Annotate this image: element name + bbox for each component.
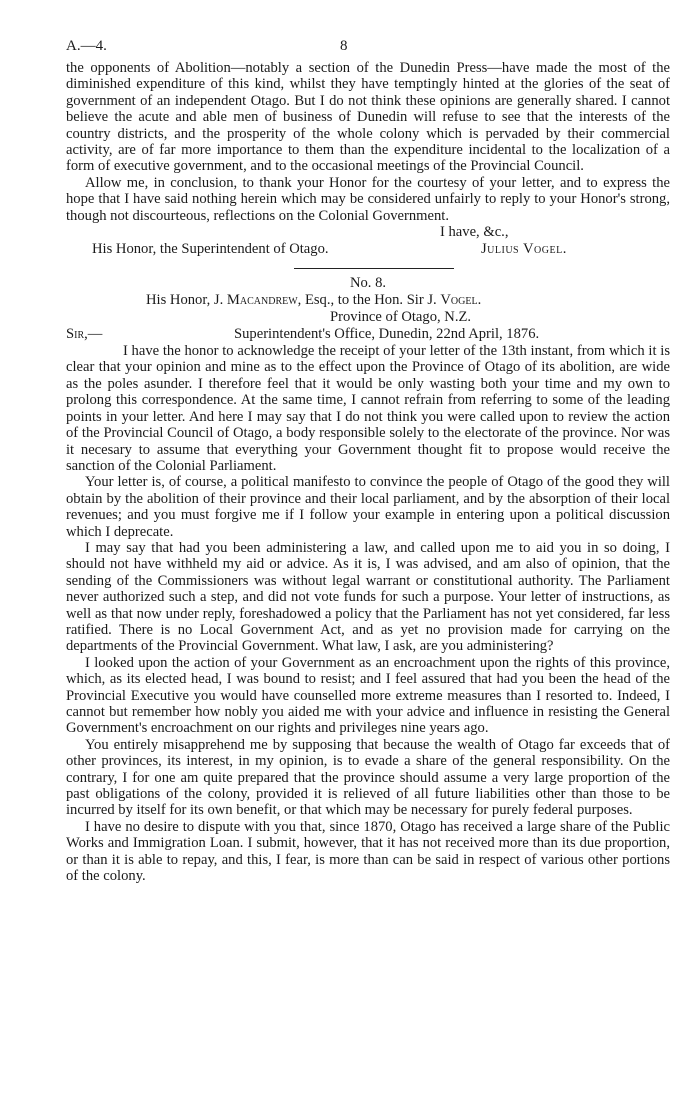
letter2-paragraph: I looked upon the action of your Government as an encroachment upon the rights of this province, which, as its elected head, I was bound to resist; and I feel assured that had you been the head of the Provincial Executive you would have counselled more extreme measures than I resorted to. Indeed, I cannot but remember how nobly you aided me with your advice and influence in resisting the General Government's encroachment on our rights and privileges nine years ago. [66, 654, 670, 737]
document-code: A.—4. [66, 38, 107, 54]
letter1-paragraph: the opponents of Abolition—notably a section of the Dunedin Press—have made the most of the diminished expenditure of this kind, whilst they have temptingly hinted at the glories of the seat of government of an independent Otago. But I do not think these opinions are generally shared. I cannot believe the acute and able men of business of Dunedin will refuse to see that the interests of the country districts, and the prosperity of the whole colony which is pervaded by their commercial activity, are of far more importance to them than the expenditure incidental to the localization of a form of executive government, and to the occasional meetings of the Provincial Council. [66, 60, 670, 175]
letter1-paragraph: Allow me, in conclusion, to thank your Honor for the courtesy of your letter, and to express the hope that I have said nothing herein which may be considered unfairly to reply to your Honor's strong, though not discourteous, reflections on the Colonial Government. [66, 174, 670, 224]
signature: Julius Vogel. [481, 241, 567, 258]
salutation: Sir,— [66, 326, 103, 343]
letter2-paragraph: I have the honor to acknowledge the receipt of your letter of the 13th instant, from which it is clear that your opinion and mine as to the effect upon the Province of Otago of its abolition, are wide as the poles asunder. I therefore feel that it would be only wasting both your time and my own to prolong this correspondence. At the same time, I cannot refrain from referring to some of the leading points in your letter. And here I may say that I do not think you were called upon to review the action of the Provincial Council of Otago, a body responsible solely to the electorate of the province. Nor was it necesary to assume that everything your Government thought fit to propose would receive the sanction of the Colonial Parliament. [66, 343, 670, 474]
closing-phrase: I have, &c., [440, 224, 509, 241]
letter2-paragraph: Your letter is, of course, a political manifesto to convince the people of Otago of the good they will obtain by the abolition of their province and their local parliament, and by the absorption of their local revenues; and you must forgive me if I follow your example in entering upon a political discussion which I deprecate. [66, 474, 670, 540]
heading-prefix: His Honor, J. [146, 292, 227, 309]
letter1-closing [66, 224, 670, 258]
page-number: 8 [340, 38, 348, 54]
section-divider [294, 268, 454, 269]
province-line: Province of Otago, N.Z. [330, 309, 472, 326]
letter-number: No. 8. [349, 275, 387, 292]
heading-suffix: . [477, 292, 482, 309]
salutation-row [66, 326, 670, 343]
heading-name-vogel: Vogel [440, 292, 478, 309]
addressee: His Honor, the Superintendent of Otago. [92, 241, 329, 258]
office-date-line: Superintendent's Office, Dunedin, 22nd April, 1876. [234, 326, 540, 343]
document-page [66, 38, 670, 884]
letter2-paragraph: I may say that had you been administering a law, and called upon me to aid you in so doing, I should not have withheld my aid or advice. As it is, I was advised, and am also of opinion, that the sending of the Commissioners was without legal warrant or constitutional authority. The Parliament never authorized such a step, and did not vote funds for such a purpose. Your letter of instructions, as well as that now under reply, foreshadowed a policy that the Parliament has not yet considered, far less ratified. There is no Local Government Act, and as yet no provision made for carrying on the departments of the Provincial Government. What law, I ask, are you administering? [66, 539, 670, 655]
heading-name-macandrew: Macandrew [226, 292, 298, 309]
letter2-paragraph: I have no desire to dispute with you that, since 1870, Otago has received a large share of the Public Works and Immigration Loan. I submit, however, that it has not received more than its due proportion, or than it is able to repay, and this, I fear, is more than can be said in respect of various other portions of the colony. [66, 818, 670, 885]
page-header [66, 38, 670, 60]
letter2-paragraph: You entirely misapprehend me by supposing that because the wealth of Otago far exceeds that of other provinces, its interest, in my opinion, is to evade a share of the general responsibility. On the contrary, I for one am quite prepared that the province should assume a very large proportion of the past obligations of the colony, provided it is relieved of all future liabilities other than those to be incurred by itself for its own benefit, or that which may be necessary for purely federal purposes. [66, 736, 670, 819]
letter-heading [146, 292, 670, 309]
heading-middle: , Esq., to the Hon. Sir J. [297, 292, 441, 309]
